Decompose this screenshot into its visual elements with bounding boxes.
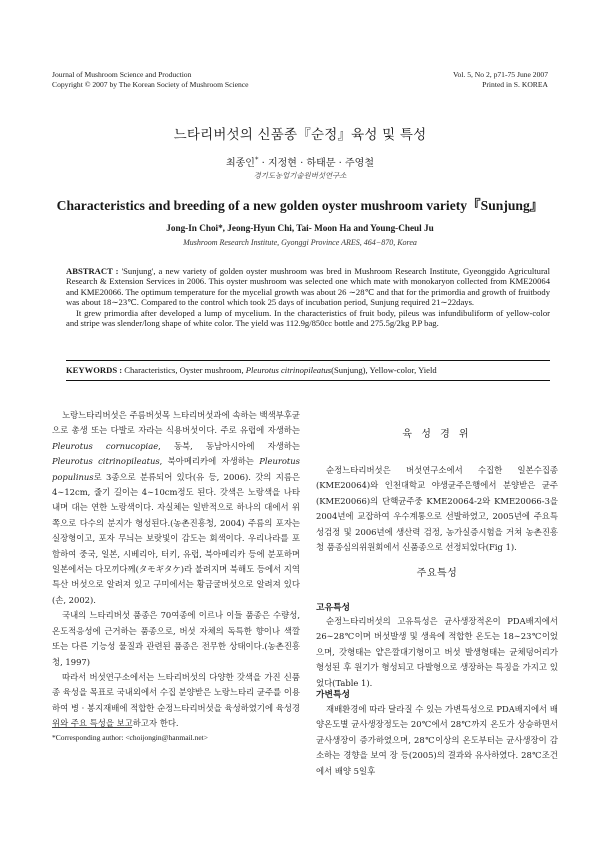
species-name: Pleurotus citrinopileatus	[52, 456, 160, 467]
abstract-text-1: 'Sunjung', a new variety of golden oyster mushroom was bred in Mushroom Research Institute, Gyeonggido Agricultural Research & Extension Services in 2006. This oyster mushroom was selected one which mate with monokaryon collected from KME20064 and KME20066. The optimum temperature for the mycelial growth was about 26 ∼28℃ and that for the primordia and growth of fruitbody was about 18∼23℃. Compared to the control which took 25 days of incubation period, Sunjung required 21∼22days.	[66, 266, 551, 308]
keywords-label: KEYWORDS :	[66, 365, 123, 375]
corresponding-mark: *	[254, 155, 259, 164]
keywords-top-rule	[66, 360, 550, 361]
korean-title: 느타리버섯의 신품종『순정』육성 및 특성	[173, 127, 427, 143]
species-name: Pleurotus cornucopiae	[52, 440, 159, 451]
species-name: Pleurotus populinus	[52, 456, 300, 482]
intro-text: , 북아메리카에 자생하는	[159, 456, 260, 467]
corresponding-author-footnote: *Corresponding author: <choijongin@hanmail.net>	[52, 733, 208, 742]
english-affiliation: Mushroom Research Institute, Gyonggi Province ARES, 464−870, Korea	[183, 238, 417, 247]
english-authors: Jong-In Choi*, Jeong-Hyun Chi, Tai- Moon Ha and Young-Cheul Ju	[166, 223, 434, 233]
volume-line: Vol. 5, No 2, p71-75 June 2007	[453, 70, 548, 79]
intro-text: 로 3종으로 분류되어 있다(유 등, 2006). 갓의 지름은 4∼12cm, 줄기 길이는 4∼10cm정도 된다. 갓색은 노랑색을 나타내며 대는 연한 노랑색이다. 자실체는 일반적으로 하나의 대에서 위쪽으로 다수의 분지가 형성된다.(농촌진흥청, 2004) 주름의 포자는 실장형이고, 포자 무늬는 보랏빛이 감도는 회색이다. 우리나라를 포함하여 중국, 일본, 시베리아, 터키, 유럽, 북아메리카 등에 분포하며 일본에서는 다모끼다께(タモギタケ)라 불려지며 북해도 등에서 지역 특산 버섯으로 알려져 있고 구미에서는 황금굴버섯으로 알려져 있다(손, 2002).	[52, 471, 300, 605]
keywords	[66, 365, 550, 375]
intro-text: , 동북, 동남아시아에 자생하는	[158, 440, 300, 451]
korean-authors	[0, 154, 600, 169]
abstract-paragraph-1	[66, 266, 550, 308]
keywords-text-a: Characteristics, Oyster mushroom,	[122, 365, 246, 375]
first-author-ko: 최종인	[225, 158, 255, 169]
subheading-variable: 가변특성	[316, 690, 350, 700]
korean-affiliation: 경기도농업기술원버섯연구소	[253, 171, 347, 180]
copyright-line: Copyright © 2007 by The Korean Society of Mushroom Science	[52, 80, 249, 89]
intrinsic-paragraph: 순정느타리버섯의 고유특성은 균사생장적온이 PDA배지에서 26∼28℃이며 버섯발생 및 생육에 적합한 온도는 18∼23℃이었으며, 갓형태는 얕은깔대기형이고 버섯 발생형태는 균체덩어리가 형성된 후 원기가 형성되고 다발형으로 생장하는 특징을 가지고 있었다(Table 1).	[316, 616, 558, 688]
printed-line: Printed in S. KOREA	[482, 80, 548, 89]
footnote-rule	[52, 727, 132, 728]
english-title: Characteristics and breeding of a new golden oyster mushroom variety『Sunjung』	[56, 198, 544, 213]
section-heading-characteristics: 주요특성	[416, 568, 458, 579]
keywords-species: Pleurotus citrinopileatus	[245, 365, 332, 375]
journal-header-left	[52, 70, 249, 90]
breeding-history-text	[316, 463, 558, 555]
journal-header-right	[453, 70, 548, 90]
breeding-paragraph: 순정느타리버섯은 버섯연구소에서 수집한 일본수집종(KME20064)와 인천대학교 야생균주은행에서 분양받은 균주(KME20066)의 단핵균주중 KME20064-2와 KME20066-3을 2004년에 교잡하여 우수계통으로 선발하였고, 2005년에 주요특성검정 및 2006년에 생산력 검정, 농가실증시험을 거쳐 농촌진흥청 품종심의위원회에서 신품종으로 선정되었다(Fig 1).	[316, 465, 558, 553]
abstract-label: ABSTRACT :	[66, 266, 119, 276]
intro-paragraph-1	[52, 408, 300, 608]
abstract-paragraph-2: It grew primordia after developed a lump of mycelium. In the characteristics of fruit body, pileus was infundibuliform of yellow-color and stripe was slender/long shape of white color. The yield was 112.9g/850cc bottle and 275.5g/2kg P.P bag.	[66, 307, 550, 329]
intrinsic-text	[316, 614, 558, 691]
journal-name: Journal of Mushroom Science and Production	[52, 70, 192, 79]
variable-paragraph: 재배환경에 따라 달라질 수 있는 가변특성으로 PDA배지에서 배양온도별 균사생장정도는 20℃에서 28℃까지 온도가 상승하면서 균사생장이 증가하였으며, 28℃이상의 온도부터는 균사생장이 감소하는 경향을 보여 장 등(2005)의 결과와 유사하였다. 28℃조건에서 배양 5일후	[316, 704, 558, 776]
keywords-bottom-rule	[66, 380, 550, 381]
keywords-text-b: (Sunjung), Yellow-color, Yield	[331, 365, 437, 375]
introduction-column	[52, 408, 300, 732]
intro-paragraph-2: 국내의 느타리버섯 품종은 70여종에 이르나 이들 품종은 수량성, 온도적응성에 근거하는 품종으로, 버섯 자체의 독특한 향이나 색깔 또는 다른 기능성 물질과 관련된 품종은 전무한 상태이다.(농촌진흥청, 1997)	[52, 610, 300, 667]
variable-text	[316, 702, 558, 779]
abstract	[66, 266, 550, 328]
other-authors-ko: · 지정현 · 하태문 · 주영철	[258, 158, 375, 169]
subheading-intrinsic: 고유특성	[316, 603, 350, 613]
section-heading-breeding: 육 성 경 위	[402, 429, 472, 440]
intro-text: 노랑느타리버섯은 주름버섯목 느타리버섯과에 속하는 백색부후균으로 총생 또는 다발로 자라는 식용버섯이다. 주로 유럽에 자생하는	[52, 410, 300, 436]
intro-paragraph-3: 따라서 버섯연구소에서는 느타리버섯의 다양한 갓색을 가진 신품종 육성을 목표로 국내외에서 수집 분양받은 노랑느타리 균주를 이용하여 병 · 봉지재배에 적합한 순정느타리버섯을 육성하였기에 육성경위와 주요 특성을 보고하고자 한다.	[52, 671, 300, 729]
